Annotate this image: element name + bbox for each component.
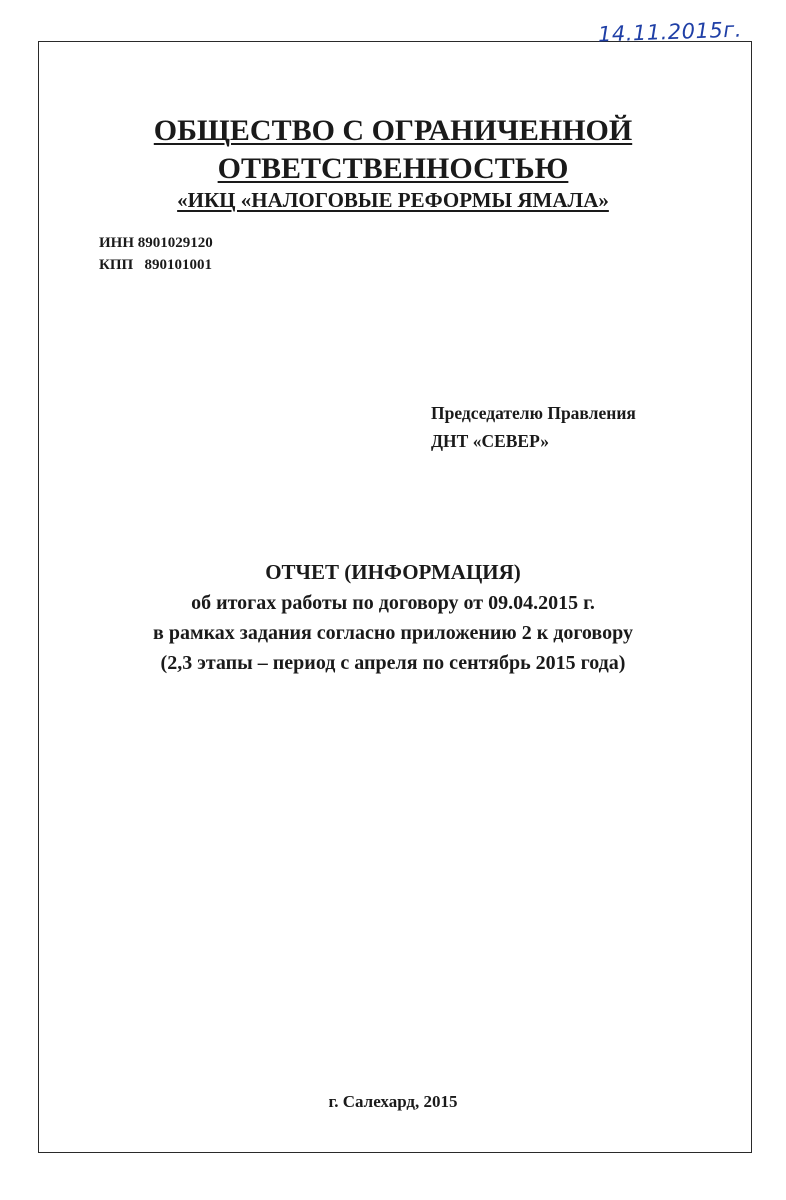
report-title-block — [0, 556, 786, 678]
organization-title-line-1: ОБЩЕСТВО С ОГРАНИЧЕННОЙ — [153, 114, 633, 147]
kpp-number: КПП 890101001 — [99, 257, 212, 273]
organization-title-line-2: ОТВЕТСТВЕННОСТЬЮ — [217, 152, 569, 185]
inn-number: ИНН 8901029120 — [99, 235, 213, 251]
handwritten-date: 14.11.2015г. — [597, 17, 743, 47]
recipient-title: Председателю Правления — [431, 403, 636, 423]
recipient-organization: ДНТ «СЕВЕР» — [431, 431, 549, 451]
footer-place-year: г. Салехард, 2015 — [328, 1092, 458, 1111]
report-subtitle-line-1: об итогах работы по договору от 09.04.2015 г. — [191, 592, 595, 614]
organization-title — [0, 112, 786, 188]
organization-name: «ИКЦ «НАЛОГОВЫЕ РЕФОРМЫ ЯМАЛА» — [177, 188, 609, 212]
report-subtitle-line-3: (2,3 этапы – период с апреля по сентябрь 2015 года) — [160, 652, 626, 674]
report-heading: ОТЧЕТ (ИНФОРМАЦИЯ) — [265, 560, 521, 584]
report-subtitle-line-2: в рамках задания согласно приложению 2 к договору — [153, 622, 633, 644]
